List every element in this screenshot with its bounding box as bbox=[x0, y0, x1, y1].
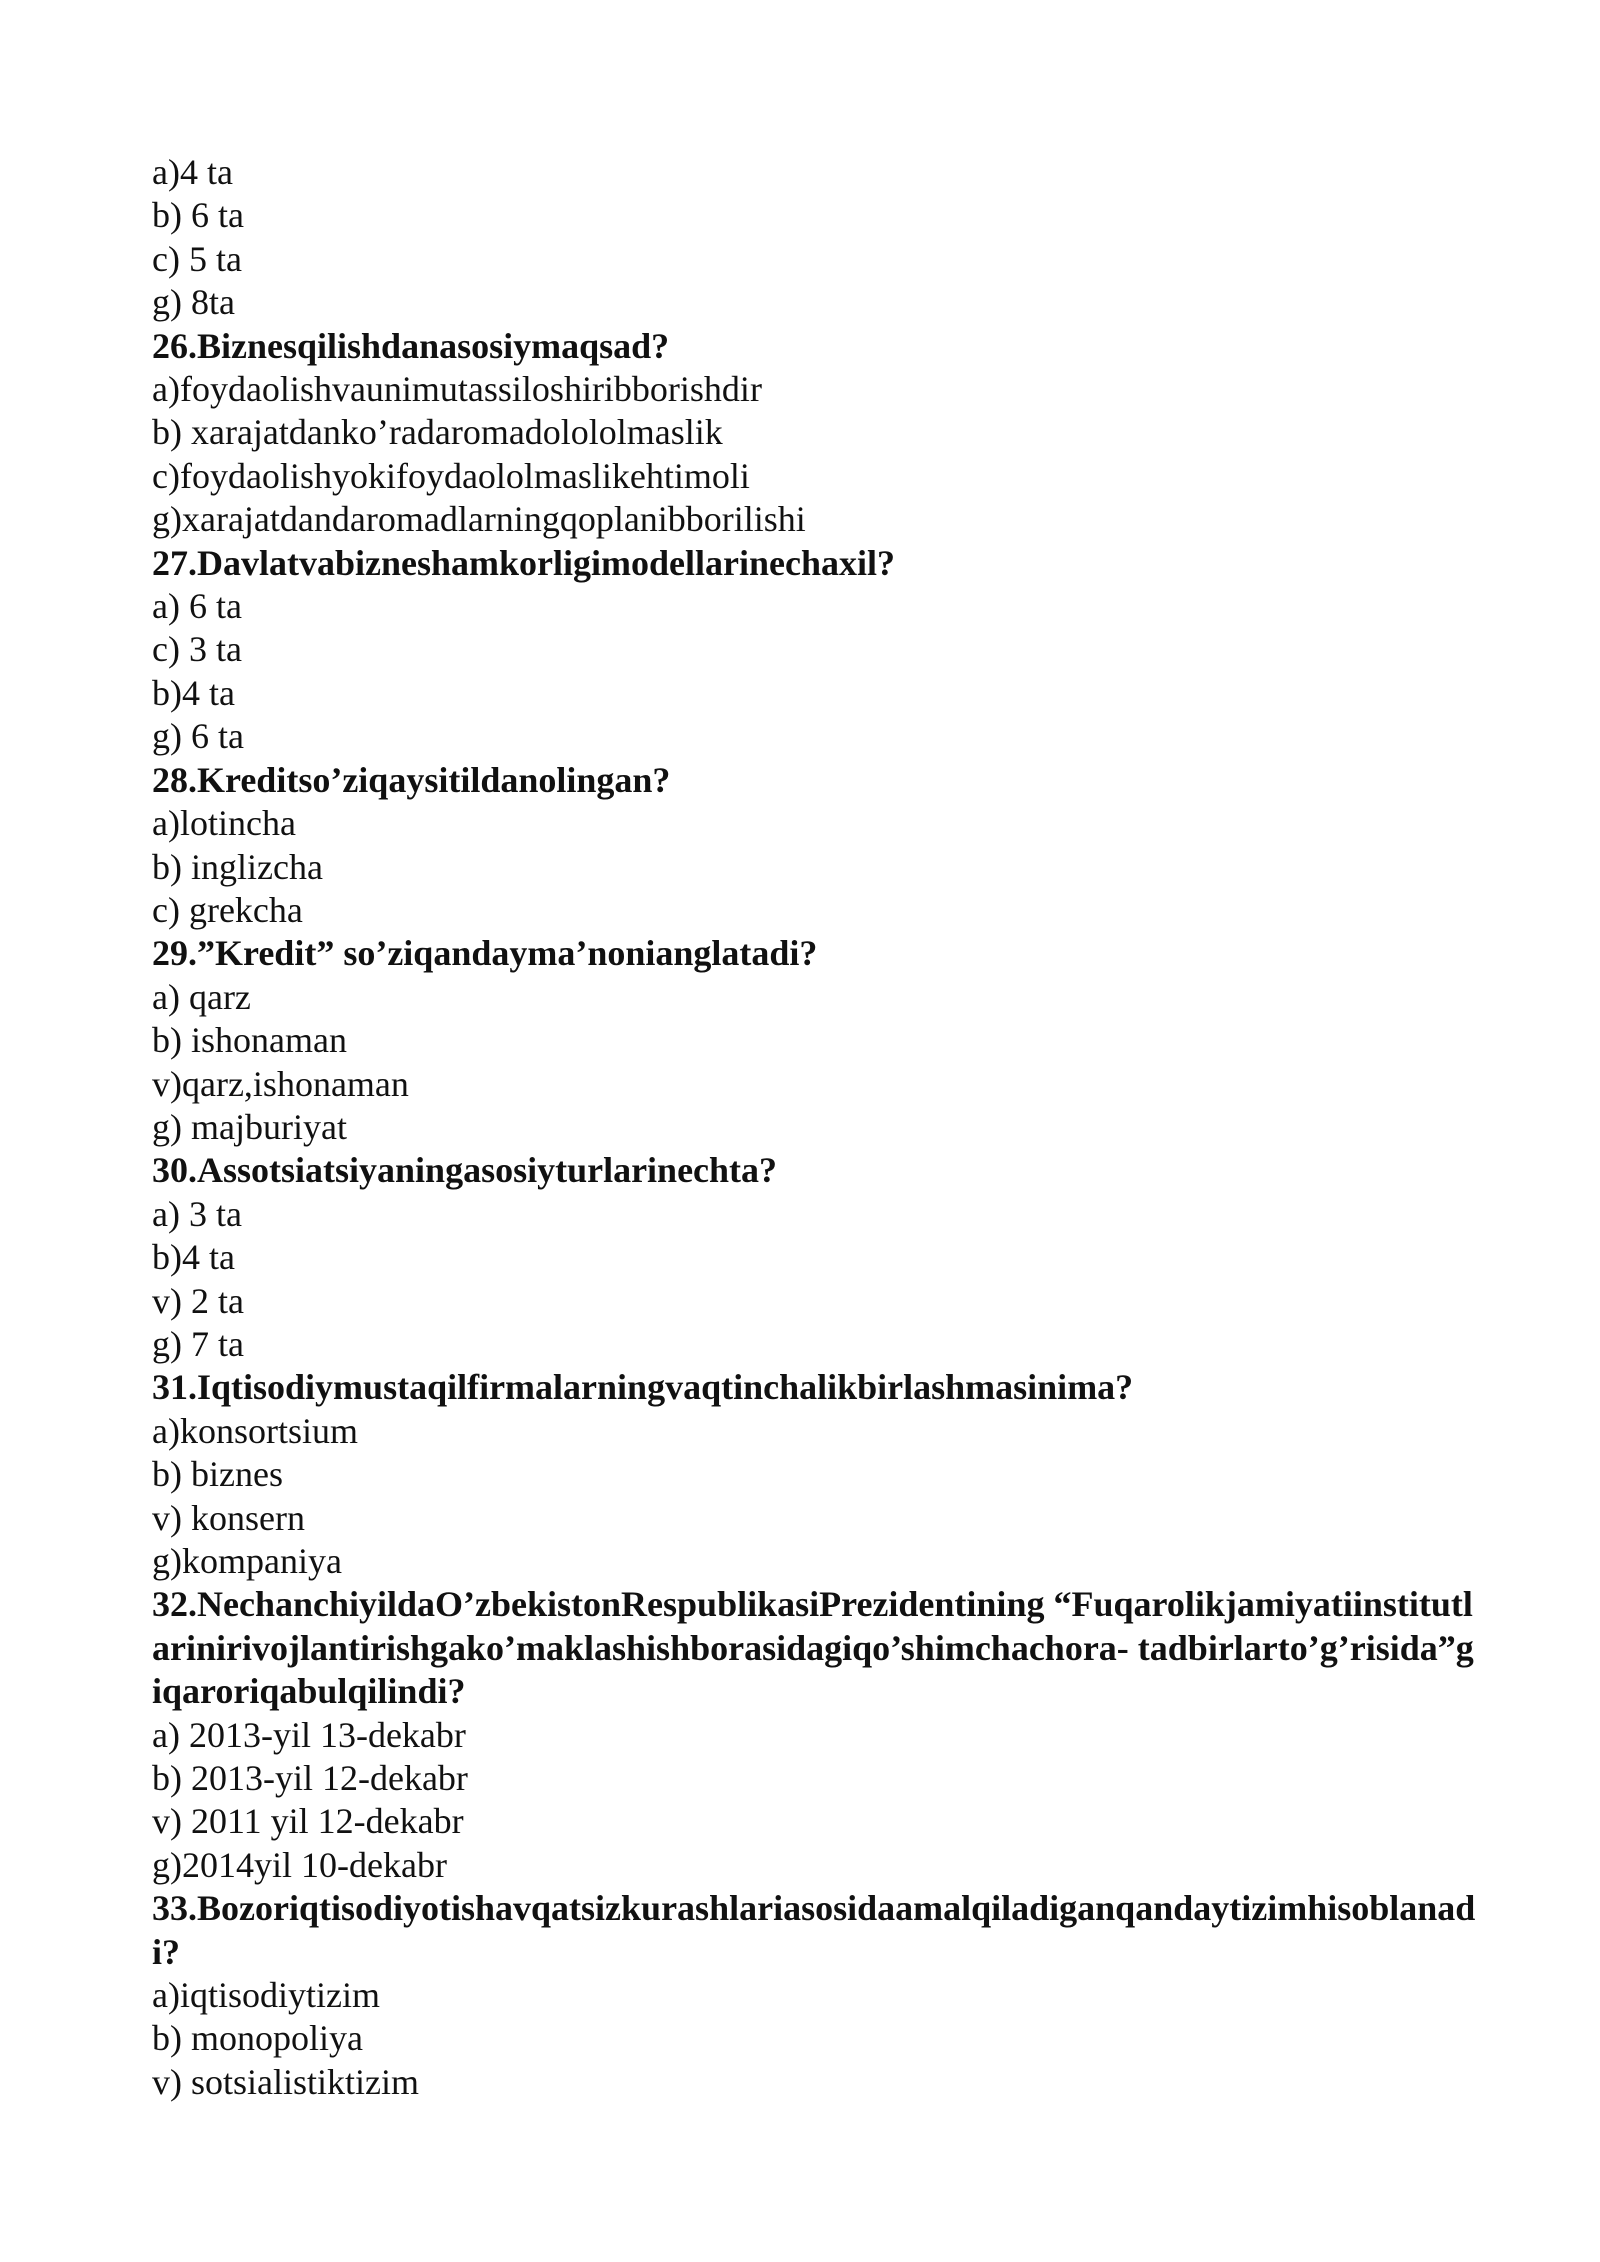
question-text: 26.Biznesqilishdanasosiymaqsad? bbox=[152, 325, 670, 366]
answer-option: a)iqtisodiytizim bbox=[152, 1975, 380, 2016]
question-text: 30.Assotsiatsiyaningasosiyturlarinechta? bbox=[152, 1150, 778, 1191]
answer-option: v) 2011 yil 12-dekabr bbox=[152, 1801, 464, 1842]
question-list bbox=[152, 151, 1482, 2104]
answer-option: v)qarz,ishonaman bbox=[152, 1063, 409, 1104]
answer-option: a)konsortsium bbox=[152, 1410, 358, 1451]
answer-option: b) xarajatdanko’radaromadolololmaslik bbox=[152, 412, 723, 453]
answer-option: g) 6 ta bbox=[152, 716, 244, 757]
answer-option: b) 2013-yil 12-dekabr bbox=[152, 1758, 468, 1799]
answer-option: b) monopoliya bbox=[152, 2018, 363, 2059]
answer-option: c) 3 ta bbox=[152, 629, 242, 670]
answer-option: b)4 ta bbox=[152, 672, 235, 713]
answer-option: b) ishonaman bbox=[152, 1020, 347, 1061]
answer-option: c) 5 ta bbox=[152, 238, 242, 279]
answer-option: a) 2013-yil 13-dekabr bbox=[152, 1714, 466, 1755]
answer-option: v) sotsialistiktizim bbox=[152, 2061, 419, 2102]
answer-option: g)xarajatdandaromadlarningqoplanibborilishi bbox=[152, 499, 806, 540]
answer-option: g) 7 ta bbox=[152, 1323, 244, 1364]
answer-option: v) konsern bbox=[152, 1497, 305, 1538]
answer-option: b) inglizcha bbox=[152, 846, 323, 887]
answer-option: b) biznes bbox=[152, 1454, 283, 1495]
question-text: 27.Davlatvabizneshamkorligimodellarinechaxil? bbox=[152, 542, 895, 583]
answer-option: a)lotincha bbox=[152, 803, 296, 844]
answer-option: g) majburiyat bbox=[152, 1106, 347, 1147]
answer-option: a) qarz bbox=[152, 976, 251, 1017]
answer-option: a)foydaolishvaunimutassiloshiribborishdir bbox=[152, 369, 762, 410]
question-text: 33.Bozoriqtisodiyotishavqatsizkurashlariasosidaamalqiladiganqandaytizimhisoblanadi? bbox=[152, 1888, 1476, 1972]
question-text: 29.”Kredit” so’ziqandayma’nonianglatadi? bbox=[152, 933, 818, 974]
answer-option: g) 8ta bbox=[152, 282, 235, 323]
answer-option: g)2014yil 10-dekabr bbox=[152, 1844, 447, 1885]
answer-option: b) 6 ta bbox=[152, 195, 244, 236]
answer-option: a)4 ta bbox=[152, 152, 233, 192]
question-text: 32.NechanchiyildaO’zbekistonRespublikasiPrezidentining “Fuqarolikjamiyatiinstitutlarinirivojlantirishgako’maklashishborasidagiqo’shimchachora- tadbirlarto’g’risida”giqaroriqabulqilindi? bbox=[152, 1584, 1474, 1712]
answer-option: b)4 ta bbox=[152, 1237, 235, 1278]
question-text: 28.Kreditso’ziqaysitildanolingan? bbox=[152, 759, 671, 800]
answer-option: a) 3 ta bbox=[152, 1193, 242, 1234]
question-text: 31.Iqtisodiymustaqilfirmalarningvaqtinchalikbirlashmasinima? bbox=[152, 1367, 1134, 1408]
answer-option: c)foydaolishyokifoydaololmaslikehtimoli bbox=[152, 455, 750, 496]
answer-option: a) 6 ta bbox=[152, 586, 242, 627]
answer-option: v) 2 ta bbox=[152, 1280, 244, 1321]
answer-option: g)kompaniya bbox=[152, 1541, 342, 1581]
answer-option: c) grekcha bbox=[152, 889, 303, 930]
